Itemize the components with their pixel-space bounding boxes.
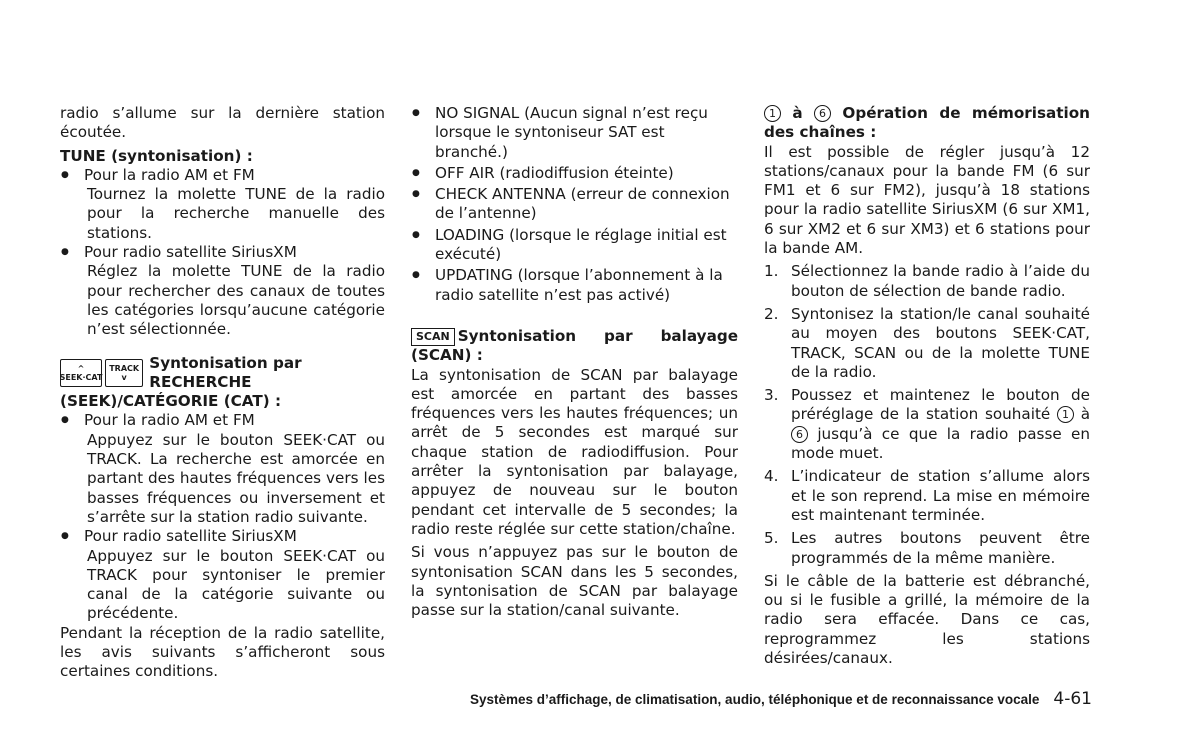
scan-heading: Syntonisation par balayage (SCAN) : bbox=[411, 326, 738, 365]
seek-am-bullet: ● Pour la radio AM et FM bbox=[60, 411, 385, 430]
tune-am-text: Tournez la molette TUNE de la radio pour la recherche manuelle des stations. bbox=[87, 185, 385, 242]
preset-1-icon: 1 bbox=[1057, 406, 1074, 423]
seek-up-arrow-icon: ^ bbox=[77, 363, 85, 373]
step-text-b: à bbox=[1080, 405, 1091, 424]
step-4 bbox=[764, 467, 1090, 525]
section-title: Systèmes d’affichage, de climatisation, audio, téléphonique et de reconnaissance vocale bbox=[469, 692, 1040, 707]
preset-1-icon: 1 bbox=[764, 105, 781, 122]
preset-6-icon: 6 bbox=[814, 105, 831, 122]
step-text-a: Poussez et maintenez le bouton de préréglage de la station souhaité bbox=[791, 386, 1090, 424]
satellite-note: Pendant la réception de la radio satellite, les avis suivants s’afficheront sous certaines conditions. bbox=[60, 623, 385, 681]
step-number: 5. bbox=[764, 529, 779, 548]
seek-sat-bullet: ● Pour radio satellite SiriusXM bbox=[60, 527, 385, 546]
track-button-icon bbox=[105, 359, 143, 387]
tune-heading: TUNE (syntonisation) : bbox=[60, 146, 253, 165]
seek-am-text: Appuyez sur le bouton SEEK·CAT ou TRACK. La recherche est amorcée en partant des hautes fréquences vers les basses fréquences ou inversement et s’arrête sur la station radio suivante. bbox=[87, 430, 385, 526]
preset-6-icon: 6 bbox=[791, 426, 808, 443]
column-middle bbox=[411, 104, 738, 620]
notice-check-antenna: ● CHECK ANTENNA (erreur de connexion de l’antenne) bbox=[411, 185, 738, 224]
tune-sat-text: Réglez la molette TUNE de la radio pour rechercher des canaux de toutes les catégories lorsqu’aucune catégorie n’est sélectionnée. bbox=[87, 262, 385, 339]
step-3 bbox=[764, 386, 1090, 463]
page-number: 4-61 bbox=[1053, 689, 1092, 709]
tune-sat-bullet: ● Pour radio satellite SiriusXM bbox=[60, 243, 385, 262]
step-number: 1. bbox=[764, 262, 779, 281]
step-number: 4. bbox=[764, 467, 779, 486]
seek-heading-row bbox=[60, 354, 385, 393]
step-number: 3. bbox=[764, 386, 779, 405]
page-footer bbox=[420, 690, 1092, 709]
notice-no-signal: ● NO SIGNAL (Aucun signal n’est reçu lorsque le syntoniseur SAT est branché.) bbox=[411, 104, 738, 162]
scan-text-2: Si vous n’appuyez pas sur le bouton de syntonisation SCAN dans les 5 secondes, la syntonisation de SCAN par balayage passe sur la station/canal suivante. bbox=[411, 543, 738, 620]
step-text: L’indicateur de station s’allume alors et le son reprend. La mise en mémoire est maintenant terminée. bbox=[791, 467, 1090, 524]
notice-off-air: ● OFF AIR (radiodiffusion éteinte) bbox=[411, 164, 738, 183]
notice-loading: ● LOADING (lorsque le réglage initial est exécuté) bbox=[411, 226, 738, 265]
step-text-c: jusqu’à ce que la radio passe en mode muet. bbox=[791, 424, 1091, 463]
scan-button-icon: SCAN bbox=[411, 328, 455, 346]
column-left bbox=[60, 104, 385, 682]
scan-heading-row bbox=[411, 327, 738, 366]
step-text: Sélectionnez la bande radio à l’aide du bouton de sélection de bande radio. bbox=[791, 262, 1090, 300]
battery-note: Si le câble de la batterie est débranché, ou si le fusible a grillé, la mémoire de la radio sera effacée. Dans ce cas, reprogrammez les stations désirées/canaux. bbox=[764, 571, 1090, 668]
seek-cat-button-icon bbox=[60, 359, 102, 387]
track-down-arrow-icon: v bbox=[121, 372, 127, 382]
preset-heading-row bbox=[764, 104, 1090, 143]
track-label: TRACK bbox=[109, 363, 140, 373]
seek-sat-text: Appuyez sur le bouton SEEK·CAT ou TRACK pour syntoniser le premier canal de la catégorie suivante ou précédente. bbox=[87, 546, 385, 623]
preset-a-text: à bbox=[792, 104, 803, 122]
step-text: Les autres boutons peuvent être programmés de la même manière. bbox=[791, 529, 1090, 567]
seek-cat-label: SEEK·CAT bbox=[59, 372, 103, 382]
preset-heading: Opération de mémorisation des chaînes : bbox=[764, 104, 1090, 142]
seek-heading-line2: (SEEK)/CATÉGORIE (CAT) : bbox=[60, 392, 282, 411]
tune-am-bullet: ● Pour la radio AM et FM bbox=[60, 166, 385, 185]
step-text: Syntonisez la station/le canal souhaité au moyen des boutons SEEK·CAT, TRACK, SCAN ou de la molette TUNE de la radio. bbox=[791, 304, 1090, 381]
seek-heading-line1: Syntonisation par RECHERCHE bbox=[149, 353, 302, 391]
column-right bbox=[764, 104, 1090, 668]
preset-intro: Il est possible de régler jusqu’à 12 stations/canaux pour la bande FM (6 sur FM1 et 6 sur FM2), jusqu’à 18 stations pour la radio satellite SiriusXM (6 sur XM1, 6 sur XM2 et 6 sur XM3) et 6 stations pour la bande AM. bbox=[764, 142, 1090, 258]
step-1 bbox=[764, 262, 1090, 301]
step-5 bbox=[764, 529, 1090, 568]
scan-text: La syntonisation de SCAN par balayage est amorcée en partant des basses fréquences vers les hautes fréquences; un arrêt de 5 secondes est marqué sur chaque station de radiodiffusion. Pour arrêter la syntonisation par balayage, appuyez de nouveau sur le bouton pendant cet intervalle de 5 secondes; la radio reste réglée sur cette station/chaîne. bbox=[411, 365, 738, 538]
step-number: 2. bbox=[764, 304, 779, 323]
intro-text: radio s’allume sur la dernière station écoutée. bbox=[60, 104, 385, 142]
notice-updating: ● UPDATING (lorsque l’abonnement à la radio satellite n’est pas activé) bbox=[411, 266, 738, 305]
step-2 bbox=[764, 305, 1090, 382]
